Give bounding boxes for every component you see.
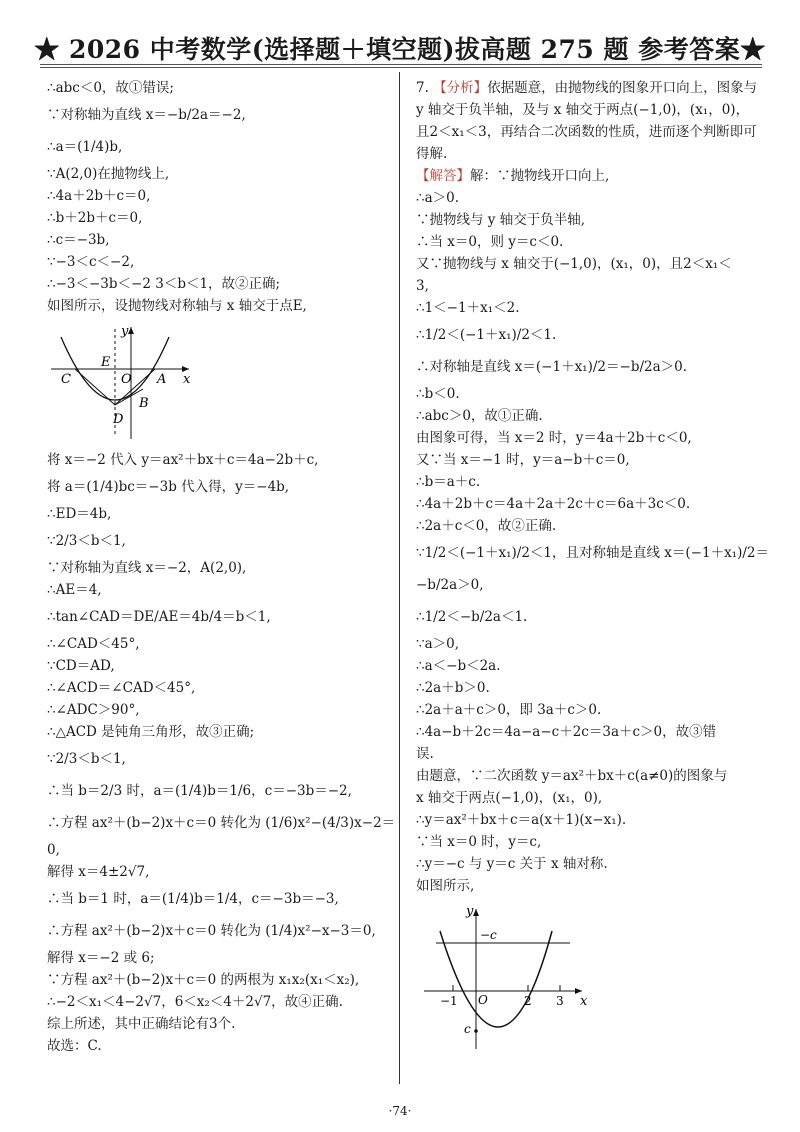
- text-line: ∵对称轴为直线 x＝−2，A(2,0),: [47, 560, 247, 576]
- text-line: ∴AE＝4,: [47, 582, 102, 598]
- text-line: 3,: [416, 278, 429, 294]
- text-line: 解得 x＝−2 或 6;: [47, 950, 155, 966]
- text-line: ∵当 x＝0 时，y＝c,: [416, 834, 542, 850]
- fig2-label-o: O: [478, 993, 488, 1007]
- fig1-label-c: C: [61, 372, 71, 387]
- text-line: ∴对称轴是直线 x＝(−1＋x₁)/2＝−b/2a＞0.: [416, 359, 688, 375]
- left-column: [47, 77, 396, 1057]
- fig2-label-c: c: [464, 1022, 471, 1036]
- fig2-label-2: 2: [524, 994, 532, 1008]
- text-line: ∴abc＜0，故①错误;: [47, 80, 174, 96]
- text-line: ∴4a＋2b＋c＝4a＋2a＋2c＋c＝6a＋3c＜0.: [416, 496, 691, 512]
- text-line: ∴当 b＝2/3 时，a＝(1/4)b＝1/6，c＝−3b＝−2,: [47, 783, 352, 799]
- header-rule: [40, 64, 762, 65]
- text-line: ∵CD＝AD,: [47, 658, 115, 674]
- fig2-label-minus1: −1: [440, 994, 458, 1008]
- text-line: ∴当 b＝1 时，a＝(1/4)b＝1/4，c＝−3b＝−3,: [47, 891, 339, 907]
- text-line: ∵方程 ax²＋(b−2)x＋c＝0 的两根为 x₁x₂(x₁＜x₂),: [47, 972, 360, 988]
- text-line: ∴∠ACD＝∠CAD＜45°,: [47, 680, 196, 696]
- text-line: 如图所示,: [416, 878, 475, 894]
- text-line: 将 x＝−2 代入 y＝ax²＋bx＋c＝4a−2b＋c,: [47, 452, 319, 468]
- fig2-label-y: y: [466, 904, 474, 919]
- text-line: ∴△ACD 是钝角三角形，故③正确;: [47, 724, 255, 740]
- text-line: ∴2a＋b＞0.: [416, 680, 490, 696]
- fig1-label-y: y: [121, 324, 129, 339]
- text-line: ∵a＞0,: [416, 636, 460, 652]
- text-line: ∵对称轴为直线 x＝−b/2a＝−2,: [47, 107, 246, 123]
- answer-line: [416, 165, 761, 187]
- text-line: 故选：C.: [47, 1038, 102, 1054]
- text-line: 由图象可得，当 x＝2 时，y＝4a＋2b＋c＜0,: [416, 430, 692, 446]
- text-line: ∴b＋2b＋c＝0,: [47, 210, 143, 226]
- text-line: ∴a＝(1/4)b,: [47, 139, 123, 155]
- text-line: 误.: [416, 746, 434, 762]
- answer-tag: 【解答】: [416, 168, 470, 184]
- text-line: ∴2a＋c＜0，故②正确.: [416, 518, 557, 534]
- text-line: 又∵抛物线与 x 轴交于(−1,0)，(x₁，0)，且2＜x₁＜: [416, 256, 732, 272]
- text-line: ∴1/2＜−b/2a＜1.: [416, 609, 528, 625]
- text-line: ∴abc＞0，故①正确.: [416, 408, 543, 424]
- text-line: ∴a＞0.: [416, 190, 460, 206]
- fig1-label-d: D: [113, 412, 124, 427]
- text-line: ∴当 x＝0，则 y＝c＜0.: [416, 234, 564, 250]
- text-line: ∴b＜0.: [416, 386, 460, 402]
- text-line: ∴2a＋a＋c＞0，即 3a＋c＞0.: [416, 702, 602, 718]
- text-line: ∴−3＜−3b＜−2 3＜b＜1，故②正确;: [47, 276, 281, 292]
- text-line: ∴4a−b＋2c＝4a−a−c＋2c＝3a＋c＞0，故③错: [416, 724, 717, 740]
- fig1-label-o: O: [121, 372, 132, 387]
- text-line: ∵1/2＜(−1＋x₁)/2＜1，且对称轴是直线 x＝(−1＋x₁)/2＝: [416, 545, 770, 561]
- text-line: 综上所述，其中正确结论有3个.: [47, 1016, 236, 1032]
- text-line: 将 a＝(1/4)bc＝−3b 代入得，y＝−4b,: [47, 479, 290, 495]
- page-number: ·74·: [388, 1104, 412, 1118]
- text-line: 如图所示，设抛物线对称轴与 x 轴交于点E,: [47, 298, 307, 314]
- text-line: ∴y＝ax²＋bx＋c＝a(x＋1)(x−x₁).: [416, 812, 627, 828]
- fig1-label-e: E: [101, 355, 111, 370]
- text-line: ∴4a＋2b＋c＝0,: [47, 188, 151, 204]
- analysis-text: 依据题意，由抛物线的图象开口向上，图象与 y 轴交于负半轴，及与 x 轴交于两点(−1,0)，(x₁，0)，且2＜x₁＜3，再结合二次函数的性质，进而逐个判断即可得解.: [416, 80, 758, 162]
- text-line: ∵2/3＜b＜1,: [47, 751, 126, 767]
- fig2-label-negc: −c: [480, 928, 497, 942]
- text-line: ∵−3＜c＜−2,: [47, 254, 135, 270]
- text-line: 由题意，∵二次函数 y＝ax²＋bx＋c(a≠0)的图象与: [416, 768, 728, 784]
- text-line: ∴c＝−3b,: [47, 232, 110, 248]
- parabola-figure-1: [47, 323, 197, 441]
- header-rule-2: [40, 67, 762, 68]
- text-line: 解得 x＝4±2√7,: [47, 864, 150, 880]
- parabola-figure-2: [416, 901, 596, 1051]
- fig1-label-a: A: [157, 372, 167, 387]
- text-line: ∴1/2＜(−1＋x₁)/2＜1.: [416, 327, 557, 343]
- text-line: ∴b＝a＋c.: [416, 474, 481, 490]
- text-line: ∵2/3＜b＜1,: [47, 533, 126, 549]
- text-line: ∵A(2,0)在抛物线上,: [47, 166, 170, 182]
- analysis-paragraph: [416, 77, 761, 165]
- text-line: −b/2a＞0,: [416, 577, 484, 593]
- analysis-tag: 【分析】: [433, 80, 488, 96]
- fig1-label-x: x: [183, 372, 191, 387]
- text-line: x 轴交于两点(−1,0)，(x₁，0),: [416, 790, 603, 806]
- text-line: ∴−2＜x₁＜4−2√7，6＜x₂＜4＋2√7，故④正确.: [47, 994, 343, 1010]
- text-line: ∴ED＝4b,: [47, 506, 112, 522]
- text-line: ∴∠ADC＞90°,: [47, 702, 140, 718]
- text-line: ∵抛物线与 y 轴交于负半轴,: [416, 212, 586, 228]
- text-line: ∴a＜−b＜2a.: [416, 658, 501, 674]
- text-line: ∴tan∠CAD＝DE/AE＝4b/4＝b＜1,: [47, 609, 271, 625]
- text-line: 又∵当 x＝−1 时，y＝a−b＋c＝0,: [416, 452, 630, 468]
- text-line: ∴方程 ax²＋(b−2)x＋c＝0 转化为 (1/4)x²−x−3＝0,: [47, 923, 376, 939]
- text-line: ∴1＜−1＋x₁＜2.: [416, 300, 520, 316]
- answer-text: 解：∵抛物线开口向上,: [470, 168, 610, 184]
- fig2-label-3: 3: [556, 994, 564, 1008]
- text-line: ∴y＝−c 与 y＝c 关于 x 轴对称.: [416, 856, 608, 872]
- fig2-label-x: x: [580, 994, 588, 1009]
- page-header: ★ 2026 中考数学(选择题＋填空题)拔高题 275 题 参考答案★: [34, 35, 766, 64]
- question-number: 7.: [416, 80, 429, 96]
- text-line: 0,: [47, 842, 60, 858]
- right-column: [416, 77, 770, 1051]
- column-divider: [399, 72, 400, 1084]
- text-line: ∴∠CAD＜45°,: [47, 636, 140, 652]
- text-line: ∴方程 ax²＋(b−2)x＋c＝0 转化为 (1/6)x²−(4/3)x−2＝: [47, 815, 396, 831]
- fig1-label-b: B: [139, 396, 149, 411]
